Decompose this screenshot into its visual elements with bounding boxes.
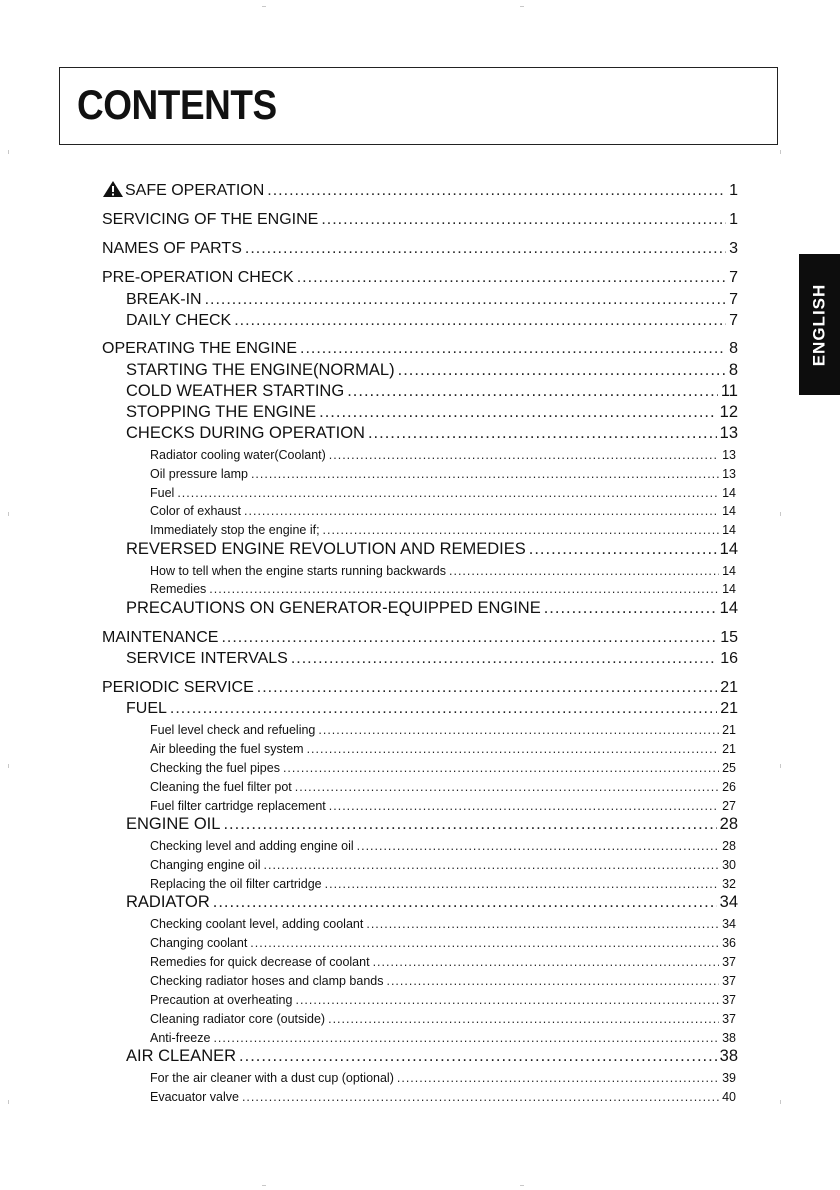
toc-entry-label <box>150 486 174 500</box>
toc-entry[interactable] <box>126 698 738 718</box>
toc-entry-page-number: 38 <box>722 1031 736 1045</box>
toc-entry-label <box>126 424 365 443</box>
toc-entry-text: Color of exhaust <box>150 504 242 518</box>
toc-entry-page-number: 3 <box>729 240 738 257</box>
toc-entry[interactable] <box>102 209 738 229</box>
toc-entry-page-number: 7 <box>729 269 738 286</box>
toc-entry-label <box>126 893 210 912</box>
toc-entry-page-number: 28 <box>722 839 736 853</box>
toc-entry-page-number: 37 <box>722 955 736 969</box>
toc-dot-leader <box>239 1047 717 1066</box>
toc-entry-text: Checking the fuel pipes <box>150 761 280 775</box>
toc-entry-label <box>150 1071 394 1085</box>
toc-entry-page-number: 13 <box>722 467 736 481</box>
toc-entry-text: Checking radiator hoses and clamp bands <box>150 974 384 988</box>
toc-dot-leader <box>529 540 717 559</box>
toc-dot-leader <box>244 504 719 518</box>
toc-entry-text: MAINTENANCE <box>102 629 219 646</box>
toc-entry-label <box>150 936 247 950</box>
toc-dot-leader <box>221 629 717 647</box>
toc-dot-leader <box>291 650 717 668</box>
toc-entry-label <box>150 523 320 537</box>
toc-entry-label <box>102 211 318 229</box>
toc-entry-label <box>150 877 322 891</box>
toc-entry-label <box>150 1031 210 1045</box>
toc-entry[interactable] <box>126 598 738 618</box>
toc-entry-label <box>150 780 292 794</box>
toc-entry[interactable] <box>150 836 736 853</box>
toc-entry-label <box>102 679 254 697</box>
toc-entry-label <box>150 799 326 813</box>
toc-dot-leader <box>318 723 719 737</box>
toc-dot-leader <box>245 240 726 258</box>
toc-entry-text: PRE-OPERATION CHECK <box>102 269 294 286</box>
toc-entry-text: Fuel <box>150 486 175 500</box>
toc-dot-leader <box>449 564 719 578</box>
toc-dot-leader <box>250 936 719 950</box>
toc-entry-text: FUEL <box>126 700 167 717</box>
toc-entry-label <box>126 382 344 401</box>
toc-entry-page-number: 21 <box>722 723 736 737</box>
toc-entry-text: Cleaning radiator core (outside) <box>150 1012 326 1026</box>
toc-entry-label <box>150 504 241 518</box>
toc-dot-leader <box>297 269 726 287</box>
toc-entry-page-number: 14 <box>719 540 738 558</box>
toc-entry-text: Changing engine oil <box>150 858 261 872</box>
toc-dot-leader <box>328 1012 719 1026</box>
warning-triangle-icon <box>102 180 124 198</box>
toc-entry-label <box>150 1012 325 1026</box>
toc-dot-leader <box>325 877 719 891</box>
toc-dot-leader <box>397 1071 719 1085</box>
toc-entry-text: STARTING THE ENGINE(NORMAL) <box>126 361 395 379</box>
toc-entry[interactable] <box>102 180 738 200</box>
toc-entry-page-number: 12 <box>719 403 738 421</box>
toc-entry-page-number: 34 <box>722 917 736 931</box>
toc-entry-page-number: 13 <box>719 424 738 442</box>
toc-entry-page-number: 21 <box>722 742 736 756</box>
toc-dot-leader <box>373 955 720 969</box>
toc-entry-text: Radiator cooling water(Coolant) <box>150 448 326 462</box>
toc-entry-text: SERVICE INTERVALS <box>126 650 288 667</box>
toc-entry-label <box>126 312 231 330</box>
toc-entry-text: Anti-freeze <box>150 1031 211 1045</box>
toc-entry-text: Replacing the oil filter cartridge <box>150 877 322 891</box>
toc-entry[interactable] <box>150 445 736 462</box>
toc-dot-leader <box>329 799 719 813</box>
toc-entry[interactable] <box>150 1009 736 1026</box>
toc-entry[interactable] <box>150 874 736 891</box>
toc-dot-leader <box>234 312 726 330</box>
toc-entry-label <box>126 291 202 309</box>
toc-entry[interactable] <box>150 464 736 481</box>
toc-dot-leader <box>295 780 719 794</box>
toc-entry[interactable] <box>126 402 738 422</box>
toc-dot-leader <box>357 839 719 853</box>
toc-entry-label <box>102 629 218 647</box>
toc-entry-text: PERIODIC SERVICE <box>102 679 254 696</box>
toc-entry-page-number: 36 <box>722 936 736 950</box>
toc-dot-leader <box>209 582 719 596</box>
toc-entry[interactable] <box>126 892 738 912</box>
toc-entry[interactable] <box>150 501 736 518</box>
toc-entry-page-number: 15 <box>720 629 738 646</box>
toc-entry[interactable] <box>150 579 736 596</box>
toc-entry-text: Precaution at overheating <box>150 993 293 1007</box>
toc-entry-text: CHECKS DURING OPERATION <box>126 424 365 442</box>
toc-entry[interactable] <box>150 990 736 1007</box>
toc-entry-page-number: 32 <box>722 877 736 891</box>
toc-entry-text: SAFE OPERATION <box>125 182 265 199</box>
toc-entry-label <box>150 564 446 578</box>
toc-entry-page-number: 14 <box>722 582 736 596</box>
toc-entry[interactable] <box>102 677 738 697</box>
toc-entry-label <box>102 340 297 358</box>
toc-entry[interactable] <box>126 423 738 443</box>
toc-entry-text: Checking level and adding engine oil <box>150 839 354 853</box>
toc-entry-page-number: 34 <box>719 893 738 911</box>
toc-entry-label <box>126 599 541 618</box>
toc-entry-text: ENGINE OIL <box>126 815 221 833</box>
toc-entry-label <box>102 269 294 287</box>
toc-entry-label <box>126 1047 236 1066</box>
toc-entry-text: PRECAUTIONS ON GENERATOR-EQUIPPED ENGINE <box>126 599 541 617</box>
toc-entry-text: Air bleeding the fuel system <box>150 742 304 756</box>
toc-dot-leader <box>321 211 726 229</box>
toc-entry-label <box>150 993 292 1007</box>
toc-entry[interactable] <box>150 796 736 813</box>
toc-entry[interactable] <box>150 561 736 578</box>
toc-dot-leader <box>213 893 717 912</box>
toc-entry-label <box>150 917 363 931</box>
toc-entry[interactable] <box>126 381 738 401</box>
toc-entry-page-number: 14 <box>722 486 736 500</box>
toc-entry-page-number: 14 <box>719 599 738 617</box>
toc-entry[interactable] <box>150 520 736 537</box>
toc-entry[interactable] <box>102 238 738 258</box>
toc-entry-label <box>150 723 315 737</box>
toc-dot-leader <box>300 340 726 358</box>
toc-entry-label <box>150 858 261 872</box>
toc-entry[interactable] <box>126 539 738 559</box>
toc-dot-leader <box>329 448 719 462</box>
toc-dot-leader <box>283 761 719 775</box>
toc-entry-text: REVERSED ENGINE REVOLUTION AND REMEDIES <box>126 540 526 558</box>
toc-entry-page-number: 21 <box>720 700 738 717</box>
toc-entry-label <box>150 955 370 969</box>
toc-entry-page-number: 13 <box>722 448 736 462</box>
language-tab-label: ENGLISH <box>809 283 829 366</box>
toc-dot-leader <box>257 679 717 697</box>
toc-entry-text: For the air cleaner with a dust cup (optional) <box>150 1071 394 1085</box>
toc-dot-leader <box>267 182 726 200</box>
toc-entry[interactable] <box>126 289 738 309</box>
toc-entry-label <box>102 180 264 200</box>
toc-entry-page-number: 37 <box>722 1012 736 1026</box>
toc-dot-leader <box>205 291 727 309</box>
toc-entry-label <box>150 839 354 853</box>
toc-entry-label <box>126 540 526 559</box>
toc-entry-page-number: 16 <box>720 650 738 667</box>
toc-dot-leader <box>347 382 718 401</box>
toc-entry-text: Changing coolant <box>150 936 248 950</box>
toc-entry-label <box>126 650 288 668</box>
toc-entry-page-number: 37 <box>722 993 736 1007</box>
toc-dot-leader <box>319 403 717 422</box>
toc-dot-leader <box>323 523 720 537</box>
toc-dot-leader <box>251 467 719 481</box>
toc-entry-page-number: 14 <box>722 523 736 537</box>
toc-dot-leader <box>170 700 717 718</box>
toc-entry-page-number: 37 <box>722 974 736 988</box>
toc-entry-page-number: 26 <box>722 780 736 794</box>
toc-entry[interactable] <box>126 310 738 330</box>
toc-entry-text: Checking coolant level, adding coolant <box>150 917 364 931</box>
toc-entry-text: Fuel filter cartridge replacement <box>150 799 326 813</box>
toc-entry-page-number: 39 <box>722 1071 736 1085</box>
toc-entry-label <box>150 467 248 481</box>
toc-dot-leader <box>177 486 719 500</box>
toc-entry[interactable] <box>150 720 736 737</box>
toc-entry-text: COLD WEATHER STARTING <box>126 382 345 400</box>
toc-entry-page-number: 25 <box>722 761 736 775</box>
toc-entry-text: Immediately stop the engine if; <box>150 523 320 537</box>
toc-entry-label <box>150 448 326 462</box>
toc-entry-page-number: 8 <box>728 361 738 379</box>
toc-entry-label <box>126 700 167 718</box>
toc-entry-page-number: 21 <box>720 679 738 696</box>
toc-entry-text: RADIATOR <box>126 893 210 911</box>
toc-entry[interactable] <box>126 360 738 380</box>
toc-entry[interactable] <box>150 971 736 988</box>
toc-entry-page-number: 1 <box>729 182 738 199</box>
toc-entry[interactable] <box>126 648 738 668</box>
toc-entry-text: STOPPING THE ENGINE <box>126 403 317 421</box>
toc-entry[interactable] <box>150 758 736 775</box>
toc-dot-leader <box>223 815 716 834</box>
toc-entry-page-number: 1 <box>729 211 738 228</box>
toc-entry[interactable] <box>102 338 738 358</box>
toc-dot-leader <box>368 424 717 443</box>
toc-entry-text: OPERATING THE ENGINE <box>102 340 297 357</box>
toc-entry[interactable] <box>150 777 736 794</box>
toc-entry-page-number: 27 <box>722 799 736 813</box>
toc-entry-page-number: 40 <box>722 1090 736 1104</box>
toc-entry-label <box>126 403 316 422</box>
toc-entry-text: Evacuator valve <box>150 1090 239 1104</box>
toc-dot-leader <box>242 1090 719 1104</box>
toc-entry[interactable] <box>102 627 738 647</box>
toc-entry-page-number: 14 <box>722 504 736 518</box>
toc-entry-text: Cleaning the fuel filter pot <box>150 780 292 794</box>
toc-entry[interactable] <box>126 1046 738 1066</box>
toc-entry[interactable] <box>150 483 736 500</box>
toc-dot-leader <box>307 742 720 756</box>
toc-dot-leader <box>264 858 720 872</box>
toc-entry[interactable] <box>126 814 738 834</box>
toc-entry-text: Remedies <box>150 582 207 596</box>
toc-entry-text: Remedies for quick decrease of coolant <box>150 955 370 969</box>
toc-entry-text: BREAK-IN <box>126 291 202 308</box>
toc-entry-text: DAILY CHECK <box>126 312 232 329</box>
toc-entry-text: Oil pressure lamp <box>150 467 248 481</box>
toc-dot-leader <box>366 917 719 931</box>
toc-entry-label <box>126 815 220 834</box>
toc-entry-label <box>150 742 304 756</box>
toc-entry-text: NAMES OF PARTS <box>102 240 242 257</box>
toc-entry-page-number: 30 <box>722 858 736 872</box>
toc-entry[interactable] <box>150 914 736 931</box>
toc-dot-leader <box>386 974 719 988</box>
toc-entry-text: AIR CLEANER <box>126 1047 237 1065</box>
toc-entry[interactable] <box>150 1087 736 1104</box>
toc-dot-leader <box>398 361 726 380</box>
toc-entry-page-number: 11 <box>720 382 738 400</box>
toc-entry[interactable] <box>150 855 736 872</box>
toc-entry-page-number: 7 <box>729 291 738 308</box>
toc-entry-page-number: 8 <box>729 340 738 357</box>
toc-entry-label <box>150 761 280 775</box>
toc-entry-text: SERVICING OF THE ENGINE <box>102 211 319 228</box>
toc-entry-label <box>150 974 383 988</box>
toc-entry[interactable] <box>150 1068 736 1085</box>
toc-entry-label <box>102 240 242 258</box>
toc-entry[interactable] <box>102 267 738 287</box>
toc-entry-page-number: 28 <box>719 815 738 833</box>
toc-entry-label <box>126 361 395 380</box>
toc-entry-text: Fuel level check and refueling <box>150 723 316 737</box>
toc-entry-page-number: 7 <box>729 312 738 329</box>
toc-entry-label <box>150 1090 239 1104</box>
toc-entry[interactable] <box>150 739 736 756</box>
toc-entry-label <box>150 582 206 596</box>
toc-entry[interactable] <box>150 1028 736 1045</box>
toc-entry[interactable] <box>150 933 736 950</box>
toc-entry-text: How to tell when the engine starts running backwards <box>150 564 446 578</box>
page-title: CONTENTS <box>77 81 277 128</box>
toc-entry[interactable] <box>150 952 736 969</box>
toc-dot-leader <box>295 993 719 1007</box>
toc-entry-page-number: 38 <box>719 1047 738 1065</box>
toc-dot-leader <box>544 599 717 618</box>
toc-dot-leader <box>213 1031 719 1045</box>
toc-entry-page-number: 14 <box>722 564 736 578</box>
